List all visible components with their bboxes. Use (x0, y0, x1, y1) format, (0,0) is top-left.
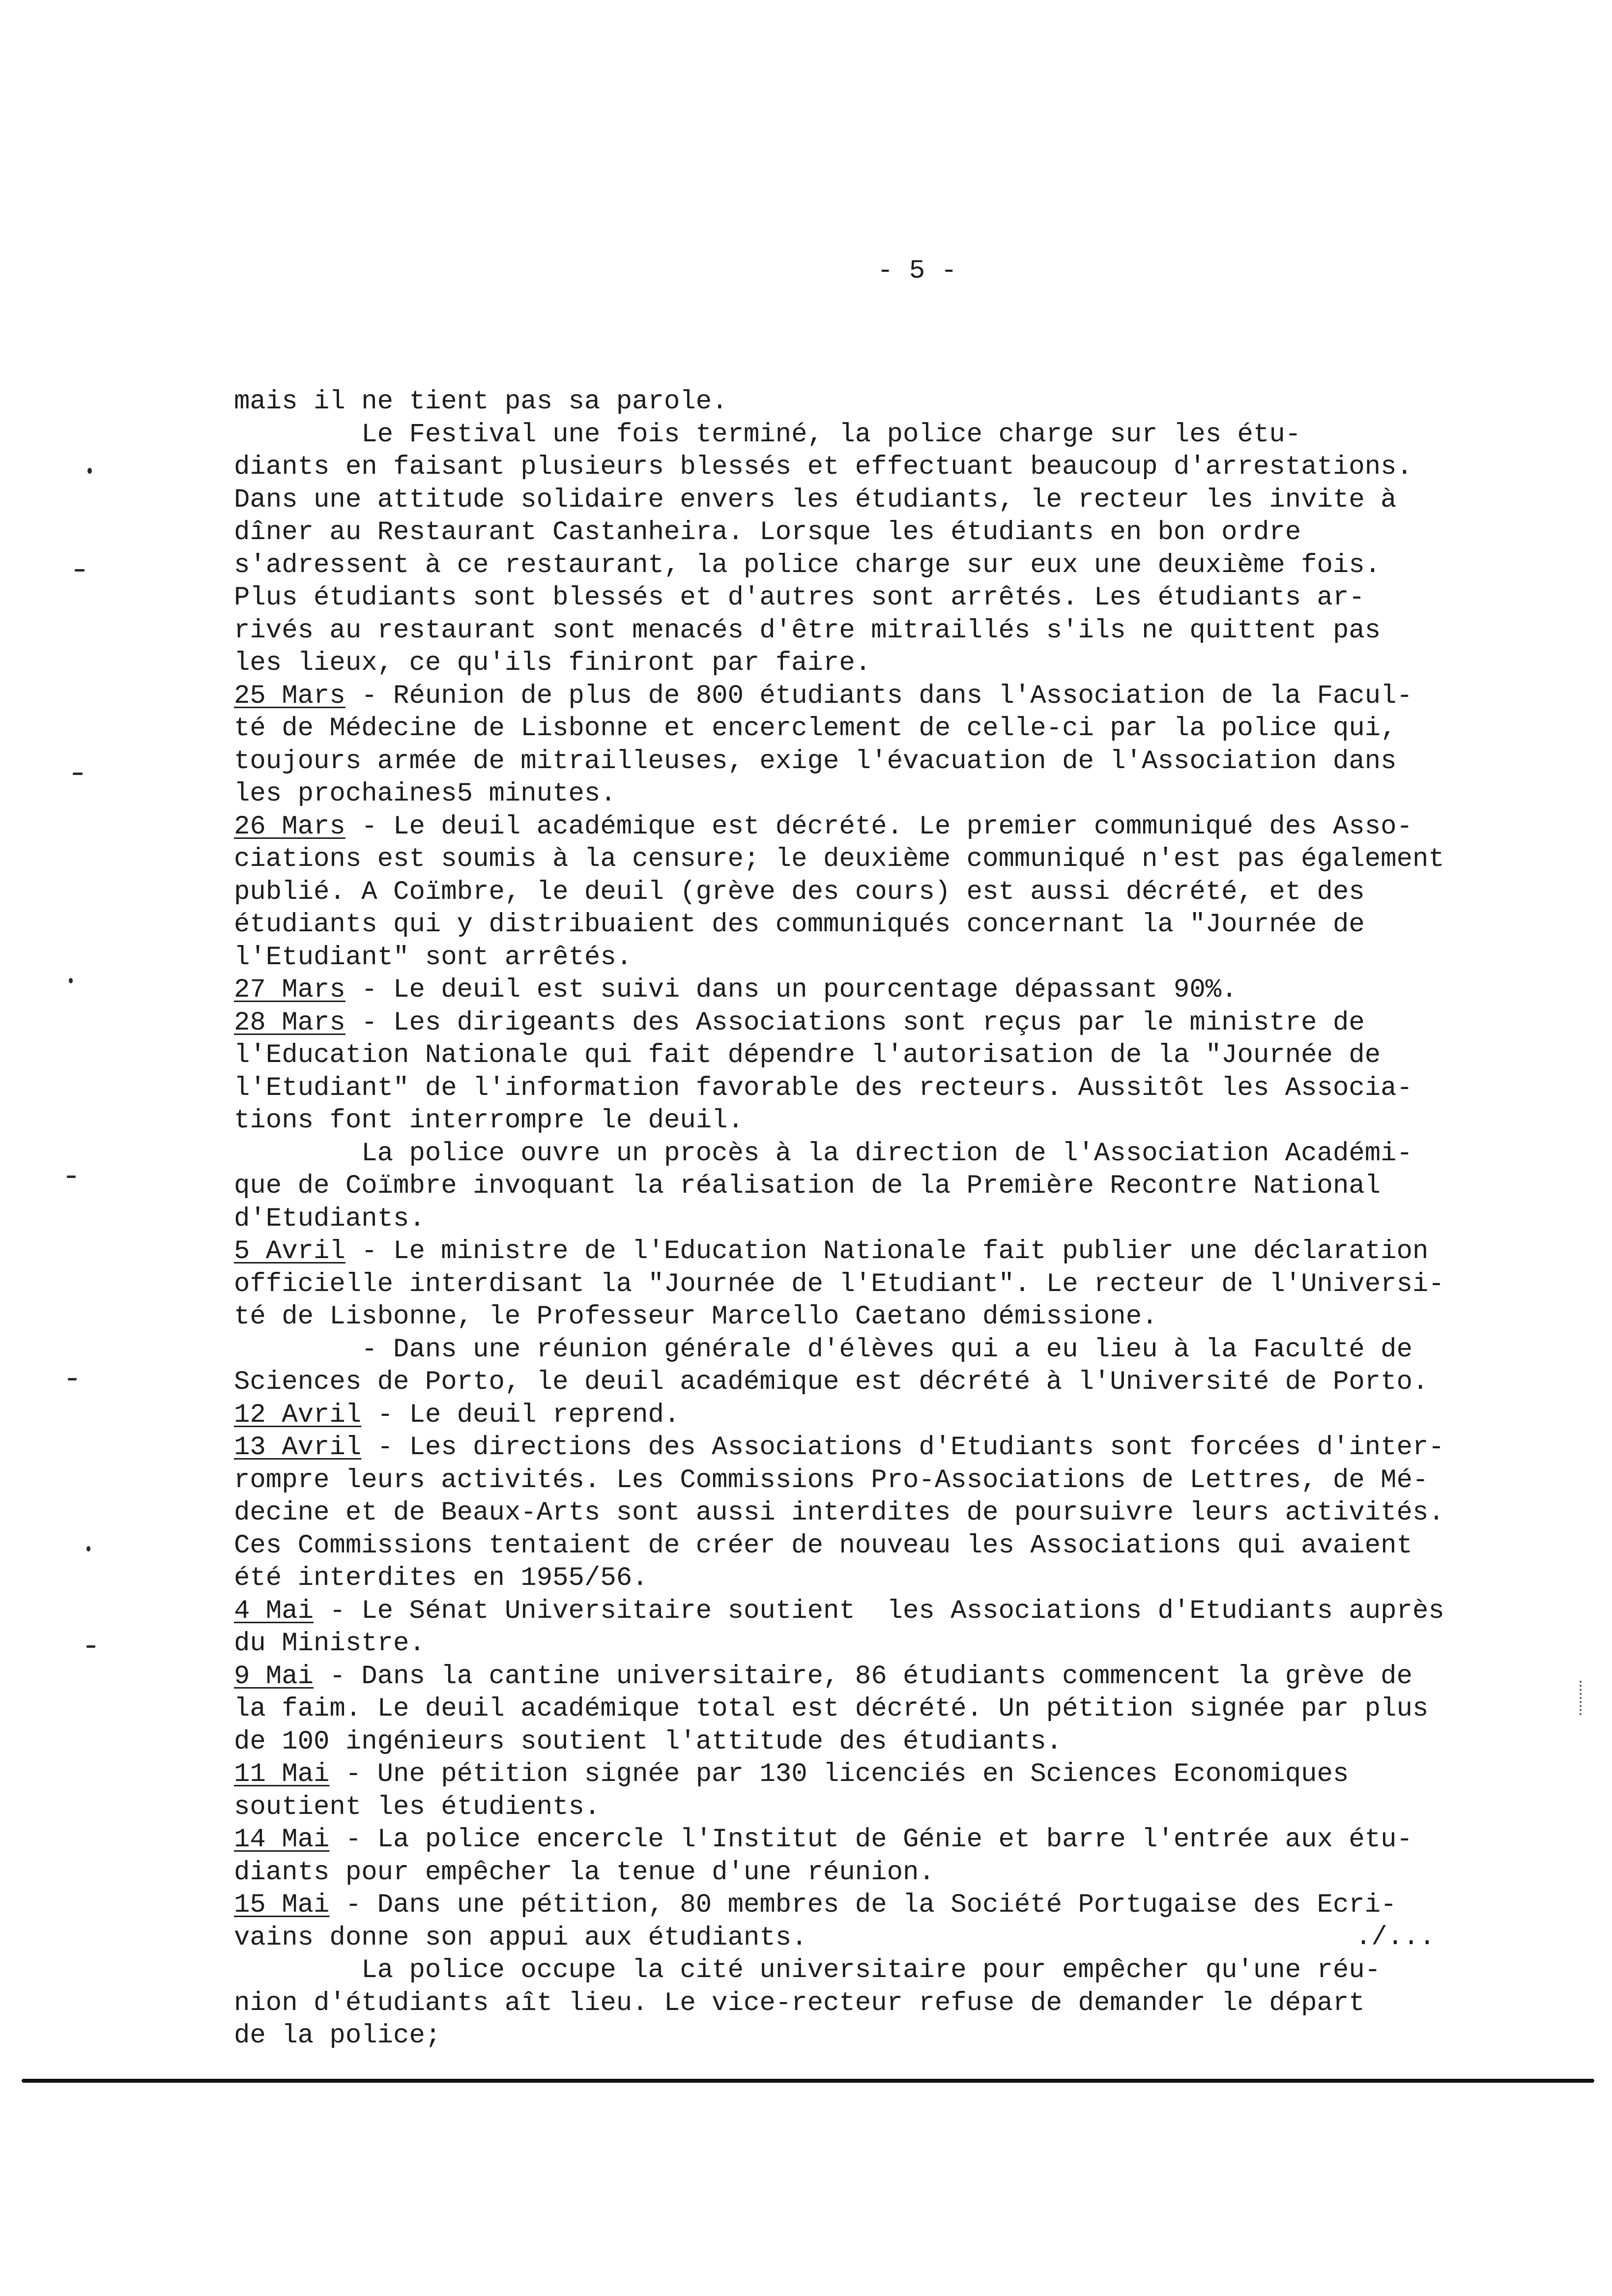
text-line (234, 484, 1512, 517)
text-line (234, 942, 1512, 975)
line-text: diants pour empêcher la tenue d'une réunion. (234, 1857, 935, 1888)
entry-date: 25 Mars (234, 681, 345, 711)
text-line (234, 1987, 1512, 2020)
text-line (234, 1072, 1512, 1105)
entry-date: 13 Avril (234, 1433, 362, 1463)
text-line (234, 713, 1512, 746)
continuation-mark: ./... (1355, 1923, 1435, 1952)
text-line (234, 1758, 1512, 1791)
text-line (234, 1497, 1512, 1530)
line-text: decine et de Beaux-Arts sont aussi interdites de poursuivre leurs activités. (234, 1498, 1444, 1528)
text-line (234, 1726, 1512, 1759)
text-line (234, 1791, 1512, 1824)
entry-date: 26 Mars (234, 811, 345, 842)
line-text: s'adressent à ce restaurant, la police charge sur eux une deuxième fois. (234, 550, 1381, 580)
line-text: les lieux, ce qu'ils finiront par faire. (234, 648, 871, 678)
text-line (234, 1824, 1512, 1857)
line-text: l'Etudiant" sont arrêtés. (234, 942, 633, 973)
text-line (234, 1301, 1512, 1334)
line-text: soutient les étudients. (234, 1792, 601, 1822)
line-text: - Dans la cantine universitaire, 86 étudiants commencent la grève de (314, 1661, 1412, 1692)
line-text: té de Médecine de Lisbonne et encerclement de celle-ci par la police qui, (234, 714, 1397, 744)
line-text: toujours armée de mitrailleuses, exige l'évacuation de l'Association dans (234, 746, 1397, 776)
line-text: - Le ministre de l'Education Nationale fait publier une déclaration (345, 1236, 1429, 1266)
text-line (234, 386, 1512, 419)
text-line (234, 1530, 1512, 1563)
text-line (234, 1039, 1512, 1072)
line-text: - Réunion de plus de 800 étudiants dans l'Association de la Facul- (345, 681, 1412, 711)
line-text: la faim. Le deuil académique total est décrété. Un pétition signée par plus (234, 1694, 1429, 1724)
text-line (234, 1922, 1512, 1955)
entry-date: 14 Mai (234, 1825, 330, 1855)
line-text: que de Coïmbre invoquant la réalisation de la Première Recontre National (234, 1171, 1381, 1201)
margin-dash (68, 1378, 77, 1380)
line-text: Dans une attitude solidaire envers les étudiants, le recteur les invite à (234, 485, 1397, 515)
line-text: - Le Sénat Universitaire soutient les Associations d'Etudiants auprès (314, 1596, 1444, 1626)
line-text: - Le deuil est suivi dans un pourcentage dépassant 90%. (345, 975, 1238, 1005)
line-text: nion d'étudiants aît lieu. Le vice-recteur refuse de demander le départ (234, 1988, 1365, 2018)
text-line (234, 1268, 1512, 1301)
line-text: Plus étudiants sont blessés et d'autres sont arrêtés. Les étudiants ar- (234, 583, 1365, 613)
entry-date: 11 Mai (234, 1759, 330, 1789)
text-line (234, 1105, 1512, 1138)
text-line (234, 909, 1512, 942)
line-text: l'Etudiant" de l'information favorable des recteurs. Aussitôt les Associa- (234, 1073, 1412, 1103)
text-line (234, 615, 1512, 648)
text-line (234, 746, 1512, 778)
line-text: de 100 ingénieurs soutient l'attitude des étudiants. (234, 1726, 1063, 1757)
text-line (234, 1170, 1512, 1203)
text-line (234, 1954, 1512, 1987)
margin-dot (87, 468, 92, 474)
line-text: rivés au restaurant sont menacés d'être mitraillés s'ils ne quittent pas (234, 615, 1381, 646)
text-line (234, 1464, 1512, 1497)
line-text: ciations est soumis à la censure; le deuxième communiqué n'est pas également (234, 844, 1444, 874)
line-text: d'Etudiants. (234, 1204, 425, 1234)
line-text: vains donne son appui aux étudiants. (234, 1923, 807, 1953)
line-text: du Ministre. (234, 1629, 425, 1659)
entry-date: 15 Mai (234, 1890, 330, 1920)
entry-date: 12 Avril (234, 1400, 362, 1430)
line-text: - La police encercle l'Institut de Génie et barre l'entrée aux étu- (329, 1825, 1412, 1855)
entry-date: 9 Mai (234, 1661, 314, 1692)
bottom-rule (22, 2079, 1594, 2083)
line-text: - Les dirigeants des Associations sont reçus par le ministre de (345, 1007, 1365, 1038)
margin-dash (75, 569, 85, 572)
text-line (234, 1562, 1512, 1595)
text-line (234, 778, 1512, 811)
margin-dash (73, 773, 83, 775)
page-number: - 5 - (877, 256, 957, 286)
line-text: té de Lisbonne, le Professeur Marcello Caetano démissione. (234, 1302, 1158, 1332)
line-text: - Une pétition signée par 130 licenciés en Sciences Economiques (329, 1759, 1349, 1789)
text-line (234, 1857, 1512, 1890)
line-text: La police occupe la cité universitaire pour empêcher qu'une réu- (234, 1955, 1381, 1985)
line-text: Le Festival une fois terminé, la police charge sur les étu- (234, 419, 1301, 450)
text-line (234, 974, 1512, 1007)
text-line (234, 451, 1512, 484)
text-line (234, 680, 1512, 713)
line-text: l'Education Nationale qui fait dépendre l'autorisation de la "Journée de (234, 1040, 1381, 1070)
text-line (234, 1203, 1512, 1236)
text-line (234, 1366, 1512, 1399)
line-text: - Le deuil reprend. (361, 1400, 680, 1430)
typewritten-text-block (234, 190, 1512, 2053)
edge-mark (1580, 1681, 1583, 1715)
line-text: - Les directions des Associations d'Etudiants sont forcées d'inter- (361, 1433, 1444, 1463)
text-line (234, 1693, 1512, 1726)
line-text: tions font interrompre le deuil. (234, 1106, 744, 1136)
text-line (234, 647, 1512, 680)
entry-date: 27 Mars (234, 975, 345, 1005)
text-line (234, 517, 1512, 549)
line-text: rompre leurs activités. Les Commissions Pro-Associations de Lettres, de Mé- (234, 1465, 1429, 1495)
text-line (234, 843, 1512, 876)
line-text: publié. A Coïmbre, le deuil (grève des cours) est aussi décrété, et des (234, 877, 1365, 907)
text-line (234, 2020, 1512, 2053)
entry-date: 4 Mai (234, 1596, 314, 1626)
line-text: - Dans une réunion générale d'élèves qui a eu lieu à la Faculté de (234, 1334, 1412, 1365)
margin-dash (86, 1645, 95, 1648)
line-text: dîner au Restaurant Castanheira. Lorsque les étudiants en bon ordre (234, 517, 1301, 547)
text-line (234, 1138, 1512, 1171)
line-text: La police ouvre un procès à la direction de l'Association Académi- (234, 1138, 1412, 1169)
line-text: mais il ne tient pas sa parole. (234, 387, 728, 417)
text-line (234, 1235, 1512, 1268)
text-line (234, 876, 1512, 909)
line-text: Sciences de Porto, le deuil académique est décrété à l'Université de Porto. (234, 1367, 1429, 1397)
line-text: diants en faisant plusieurs blessés et effectuant beaucoup d'arrestations. (234, 452, 1412, 482)
margin-dot (86, 1546, 90, 1551)
entry-date: 28 Mars (234, 1007, 345, 1038)
text-line (234, 1334, 1512, 1367)
text-line (234, 1432, 1512, 1464)
line-text: - Le deuil académique est décrété. Le premier communiqué des Asso- (345, 811, 1412, 842)
text-line (234, 549, 1512, 582)
text-line (234, 1595, 1512, 1628)
text-line (234, 1007, 1512, 1040)
line-text: officielle interdisant la "Journée de l'Etudiant". Le recteur de l'Universi- (234, 1269, 1444, 1299)
line-text: Ces Commissions tentaient de créer de nouveau les Associations qui avaient (234, 1530, 1412, 1561)
line-text: de la police; (234, 2021, 441, 2051)
text-line (234, 1628, 1512, 1661)
text-line (234, 1889, 1512, 1922)
entry-date: 5 Avril (234, 1236, 345, 1266)
margin-dash (67, 1176, 76, 1178)
text-line (234, 582, 1512, 615)
line-text: - Dans une pétition, 80 membres de la Société Portugaise des Ecri- (329, 1890, 1397, 1920)
text-line (234, 419, 1512, 452)
margin-dot (69, 978, 73, 983)
text-line (234, 811, 1512, 844)
line-text: été interdites en 1955/56. (234, 1563, 648, 1593)
line-text: étudiants qui y distribuaient des communiqués concernant la "Journée de (234, 910, 1365, 940)
text-line (234, 1661, 1512, 1693)
text-line (234, 1399, 1512, 1432)
line-text: les prochaines5 minutes. (234, 779, 616, 809)
